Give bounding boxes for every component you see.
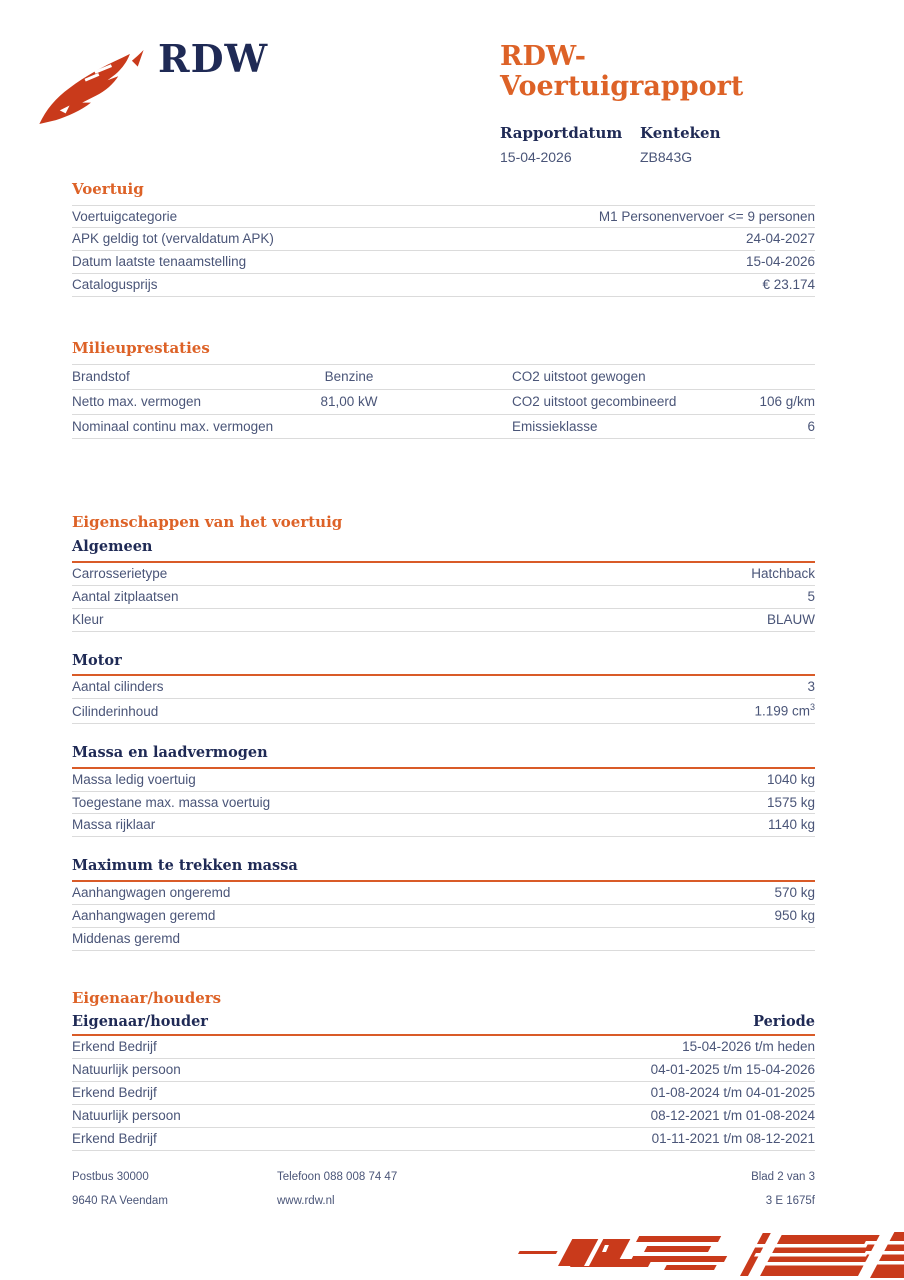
table-row xyxy=(72,251,815,274)
page-footer xyxy=(72,1171,815,1207)
section-title-eigenaar-houders: Eigenaar/houders xyxy=(72,988,222,1007)
row-value: 570 kg xyxy=(774,885,815,901)
subsection-trekken xyxy=(72,857,815,951)
table-row xyxy=(72,814,815,837)
section-voertuig xyxy=(72,180,815,297)
footer-page-number: Blad 2 van 3 xyxy=(751,1171,815,1183)
row-label: CO2 uitstoot gewogen xyxy=(512,368,646,384)
table-row xyxy=(72,586,815,609)
row-label: APK geldig tot (vervaldatum APK) xyxy=(72,231,274,247)
table-row xyxy=(72,792,815,815)
table-row xyxy=(72,390,815,415)
row-label: Massa rijklaar xyxy=(72,817,156,833)
row-label: Emissieklasse xyxy=(512,418,598,434)
table-row xyxy=(72,274,815,297)
table-row xyxy=(72,905,815,928)
row-value: Hatchback xyxy=(751,565,815,581)
report-date-value: 15-04-2026 xyxy=(500,149,572,166)
row-value: 15-04-2026 xyxy=(745,254,815,270)
row-value: 24-04-2027 xyxy=(745,231,815,247)
row-value: 950 kg xyxy=(774,908,815,924)
owner-cell: Erkend Bedrijf xyxy=(72,1131,157,1147)
table-row xyxy=(72,676,815,699)
subsection-motor xyxy=(72,652,815,724)
table-row xyxy=(72,1128,815,1151)
row-label: Voertuigcategorie xyxy=(72,208,178,224)
subsection-massa xyxy=(72,744,815,838)
report-body xyxy=(72,0,815,1151)
row-value: € 23.174 xyxy=(762,277,815,293)
table-row xyxy=(72,205,815,229)
row-label: Aanhangwagen geremd xyxy=(72,908,216,924)
brand-wordmark: RDW xyxy=(158,36,269,81)
row-label: Cilinderinhoud xyxy=(72,703,159,719)
footer-line-1 xyxy=(72,1171,815,1183)
table-row xyxy=(72,882,815,905)
row-value: M1 Personenvervoer <= 9 personen xyxy=(598,208,815,224)
row-label: Carrosserietype xyxy=(72,565,168,581)
period-cell: 01-08-2024 t/m 04-01-2025 xyxy=(650,1085,815,1101)
row-value: 1040 kg xyxy=(766,771,815,787)
row-label: Datum laatste tenaamstelling xyxy=(72,254,247,270)
row-value: 1140 kg xyxy=(767,817,815,833)
owner-cell: Natuurlijk persoon xyxy=(72,1062,181,1078)
subsection-title-massa: Massa en laadvermogen xyxy=(72,744,815,769)
period-cell: 04-01-2025 t/m 15-04-2026 xyxy=(650,1062,815,1078)
table-row xyxy=(72,928,815,951)
row-label: Middenas geremd xyxy=(72,931,181,947)
subsection-algemeen xyxy=(72,538,815,632)
subsection-title-algemeen: Algemeen xyxy=(72,538,815,563)
footer-address-line1: Postbus 30000 xyxy=(72,1171,149,1183)
table-row xyxy=(72,1082,815,1105)
row-label: Aantal zitplaatsen xyxy=(72,588,179,604)
row-value: Benzine xyxy=(324,368,374,384)
table-row xyxy=(72,1036,815,1059)
table-row xyxy=(72,1105,815,1128)
table-row xyxy=(72,563,815,586)
period-cell: 01-11-2021 t/m 08-12-2021 xyxy=(651,1131,815,1147)
section-eigenschappen xyxy=(72,513,815,951)
row-value: 6 xyxy=(807,418,815,434)
superscript: 3 xyxy=(809,702,815,713)
row-label: Massa ledig voertuig xyxy=(72,771,196,787)
column-header-owner: Eigenaar/houder xyxy=(72,1013,208,1031)
section-title-milieuprestaties: Milieuprestaties xyxy=(72,339,210,358)
license-plate-label: Kenteken xyxy=(640,124,721,143)
column-header-period: Periode xyxy=(753,1013,815,1031)
row-value: 1.199 $cm^3$ xyxy=(754,702,815,719)
row-label: Toegestane max. massa voertuig xyxy=(72,794,271,810)
footer-address-line2: 9640 RA Veendam xyxy=(72,1195,168,1207)
rdw-stripes-graphic xyxy=(518,1232,904,1278)
footer-phone: Telefoon 088 008 74 47 xyxy=(277,1171,398,1183)
period-cell: 15-04-2026 t/m heden xyxy=(682,1039,815,1055)
section-title-voertuig: Voertuig xyxy=(72,180,144,198)
section-eigenaar-houders xyxy=(72,989,815,1151)
row-label: CO2 uitstoot gecombineerd xyxy=(512,393,677,409)
owner-cell: Erkend Bedrijf xyxy=(72,1039,157,1055)
footer-doc-code: 3 E 1675f xyxy=(765,1195,815,1207)
row-value: 81,00 kW xyxy=(320,393,378,409)
owner-cell: Natuurlijk persoon xyxy=(72,1108,181,1124)
license-plate-value: ZB843G xyxy=(640,149,693,166)
footer-website: www.rdw.nl xyxy=(277,1195,335,1207)
report-date-label: Rapportdatum xyxy=(500,124,623,143)
owner-cell: Erkend Bedrijf xyxy=(72,1085,157,1101)
section-milieuprestaties xyxy=(72,339,815,439)
subsection-title-trekken: Maximum te trekken massa xyxy=(72,857,815,882)
footer-line-2 xyxy=(72,1195,815,1207)
row-label: Aanhangwagen ongeremd xyxy=(72,885,231,901)
row-value: 5 xyxy=(807,588,815,604)
row-label: Aantal cilinders xyxy=(72,679,164,695)
page-title: RDW-Voertuigrapport xyxy=(500,41,744,102)
period-cell: 08-12-2021 t/m 01-08-2024 xyxy=(650,1108,815,1124)
table-row xyxy=(72,364,815,390)
row-value: 3 xyxy=(807,679,815,695)
row-label: Nominaal continu max. vermogen xyxy=(72,418,274,434)
table-row xyxy=(72,228,815,251)
row-label: Catalogusprijs xyxy=(72,277,158,293)
section-title-eigenschappen: Eigenschappen van het voertuig xyxy=(72,513,343,532)
row-value: BLAUW xyxy=(766,611,815,627)
row-value: 106 g/km xyxy=(759,393,815,409)
table-row xyxy=(72,609,815,632)
table-row xyxy=(72,1059,815,1082)
owners-table-header xyxy=(72,1013,815,1036)
table-row xyxy=(72,699,815,723)
row-label: Kleur xyxy=(72,611,104,627)
subsection-title-motor: Motor xyxy=(72,652,815,677)
table-row xyxy=(72,769,815,792)
row-label: Brandstof xyxy=(72,368,130,384)
table-row xyxy=(72,415,815,440)
row-value: 1575 kg xyxy=(766,794,815,810)
row-label: Netto max. vermogen xyxy=(72,393,202,409)
